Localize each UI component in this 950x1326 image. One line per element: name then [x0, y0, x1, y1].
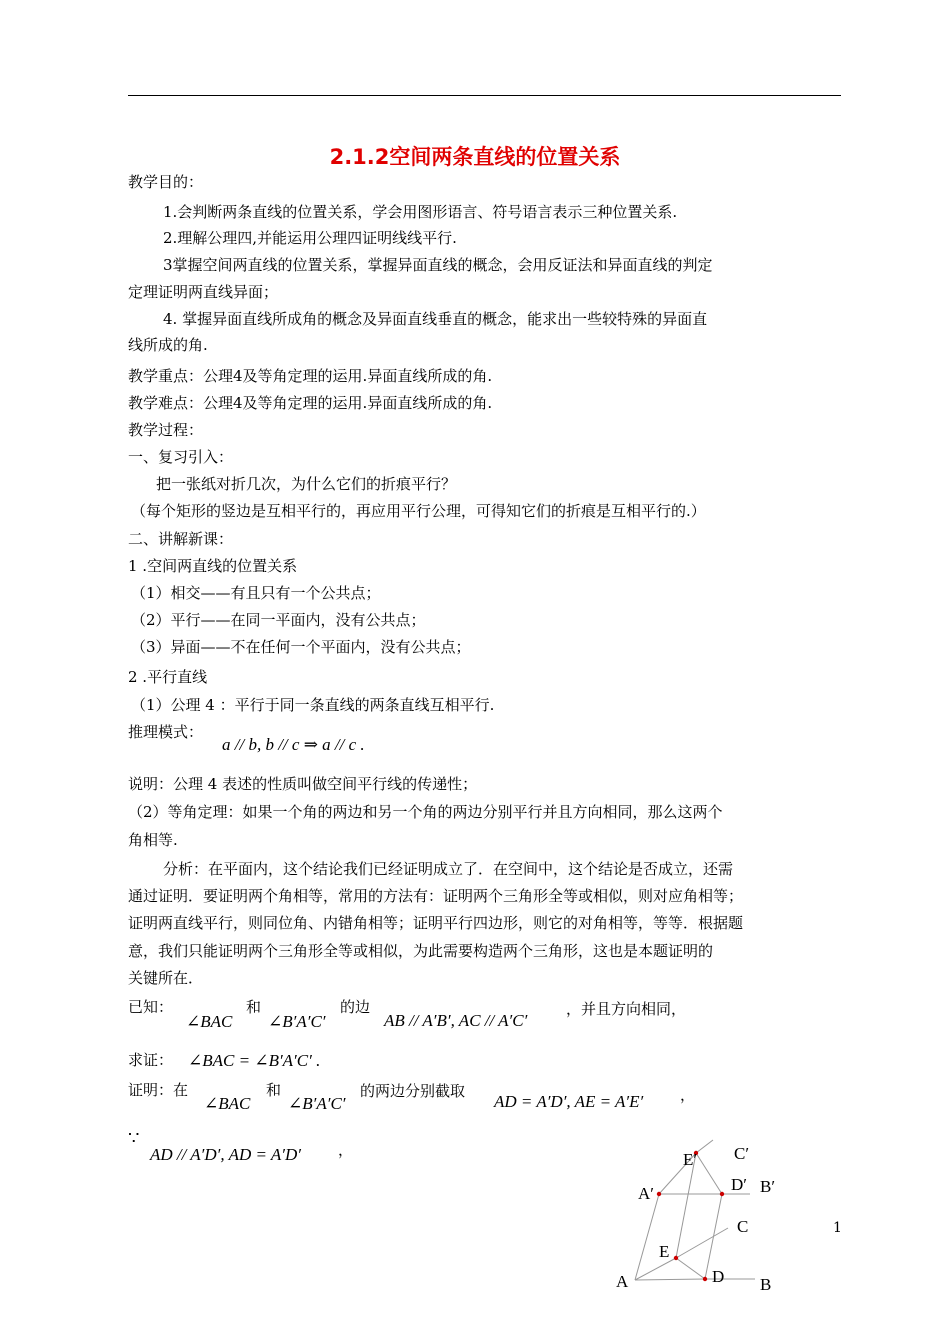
text-line: 1 .空间两直线的位置关系 [128, 557, 298, 575]
edge-E1D1 [696, 1153, 722, 1194]
edge-EC [676, 1228, 728, 1258]
text-line: 定理证明两直线异面； [128, 283, 279, 301]
text-line: 教学目的： [128, 173, 204, 191]
label-E1: E′ [683, 1150, 698, 1169]
proof-angle-2: ∠B′A′C′ [288, 1094, 346, 1113]
point-A1 [657, 1192, 661, 1196]
point-D [703, 1277, 707, 1281]
text-line: 2 .平行直线 [128, 668, 208, 686]
text-line: （1）相交——有且只有一个公共点； [131, 584, 381, 602]
edge-ED [676, 1258, 705, 1279]
label-B: B [760, 1275, 772, 1294]
because-statement: AD // A′D′, AD = A′D′ [150, 1145, 302, 1164]
text-line: 教学重点：公理4及等角定理的运用.异面直线所成的角. [128, 367, 493, 385]
text-line: 关键所在． [128, 969, 204, 987]
because-tail: ， [338, 1141, 354, 1159]
known-condition: AB // A′B′, AC // A′C′ [384, 1011, 528, 1030]
text-line: （2）等角定理：如果一个角的两边和另一个角的两边分别平行并且方向相同，那么这两个 [128, 803, 723, 821]
proof-mid: 的两边分别截取 [360, 1082, 466, 1100]
known-mid: 的边 [340, 998, 371, 1016]
proof-label: 证明：在 [128, 1081, 189, 1099]
text-line: 线所成的角. [128, 336, 208, 354]
page-number: 1 [833, 1220, 842, 1236]
text-line: （3）异面——不在任何一个平面内，没有公共点； [131, 638, 471, 656]
text-line: 3掌握空间两直线的位置关系，掌握异面直线的概念，会用反证法和异面直线的判定 [163, 256, 713, 274]
edge-AE [635, 1258, 676, 1280]
text-line: 把一张纸对折几次，为什么它们的折痕平行？ [156, 475, 457, 493]
text-line: 2.理解公理四,并能运用公理四证明线线平行. [163, 229, 457, 247]
header-rule [128, 95, 841, 96]
known-angle-2: ∠B′A′C′ [268, 1012, 326, 1031]
known-angle-1: ∠BAC [186, 1012, 233, 1031]
proof-tail: ， [680, 1086, 696, 1104]
text-line: 证明两直线平行，则同位角、内错角相等；证明平行四边形，则它的对角相等，等等．根据题 [128, 914, 744, 932]
text-line: 教学难点：公理4及等角定理的运用.异面直线所成的角. [128, 394, 493, 412]
proof-he: 和 [266, 1081, 282, 1099]
text-line: 一、复习引入： [128, 448, 234, 466]
text-line: 说明：公理 4 表述的性质叫做空间平行线的传递性； [128, 775, 478, 793]
known-tail: ，并且方向相同， [566, 1000, 687, 1018]
prove-label: 求证： [128, 1051, 174, 1069]
text-line: 通过证明．要证明两个角相等，常用的方法有：证明两个三角形全等或相似，则对应角相等； [128, 887, 744, 905]
text-line: （2）平行——在同一平面内，没有公共点； [131, 611, 426, 629]
proof-condition: AD = A′D′, AE = A′E′ [494, 1092, 644, 1111]
known-he: 和 [246, 998, 262, 1016]
point-D1 [720, 1192, 724, 1196]
edge-AD [635, 1279, 705, 1280]
text-line: 1.会判断两条直线的位置关系，学会用图形语言、符号语言表示三种位置关系. [163, 203, 678, 221]
label-C1: C′ [734, 1144, 750, 1163]
label-A1: A′ [638, 1184, 654, 1203]
prove-statement: ∠BAC = ∠B′A′C′ . [188, 1051, 321, 1070]
text-line: 分析：在平面内，这个结论我们已经证明成立了．在空间中，这个结论是否成立，还需 [163, 860, 734, 878]
edge-AA1 [635, 1194, 659, 1280]
text-line: （每个矩形的竖边是互相平行的，再应用平行公理，可得知它们的折痕是互相平行的.） [131, 502, 706, 520]
because-symbol: ∵ [128, 1128, 140, 1149]
known-label: 已知： [128, 998, 174, 1016]
text-line: 4. 掌握异面直线所成角的概念及异面直线垂直的概念，能求出一些较特殊的异面直 [163, 310, 708, 328]
label-D1: D′ [731, 1175, 747, 1194]
inference-formula: a // b, b // c ⇒ a // c . [222, 735, 365, 754]
label-D: D [712, 1267, 725, 1286]
label-E: E [659, 1242, 670, 1261]
text-line: 教学过程： [128, 421, 204, 439]
text-line: 二、讲解新课： [128, 530, 234, 548]
label-A: A [616, 1272, 629, 1291]
text-line: 角相等. [128, 831, 178, 849]
edge-E1C1 [696, 1140, 713, 1153]
text-line: （1）公理 4 ：平行于同一条直线的两条直线互相平行. [131, 696, 495, 714]
proof-angle-1: ∠BAC [204, 1094, 251, 1113]
label-B1: B′ [760, 1177, 776, 1196]
label-C: C [737, 1217, 749, 1236]
point-E [674, 1256, 678, 1260]
page-title: 2.1.2空间两条直线的位置关系 [329, 145, 621, 169]
text-line: 意，我们只能证明两个三角形全等或相似，为此需要构造两个三角形，这也是本题证明的 [128, 942, 714, 960]
geometry-figure [600, 1130, 800, 1300]
text-line: 推理模式： [128, 723, 204, 741]
